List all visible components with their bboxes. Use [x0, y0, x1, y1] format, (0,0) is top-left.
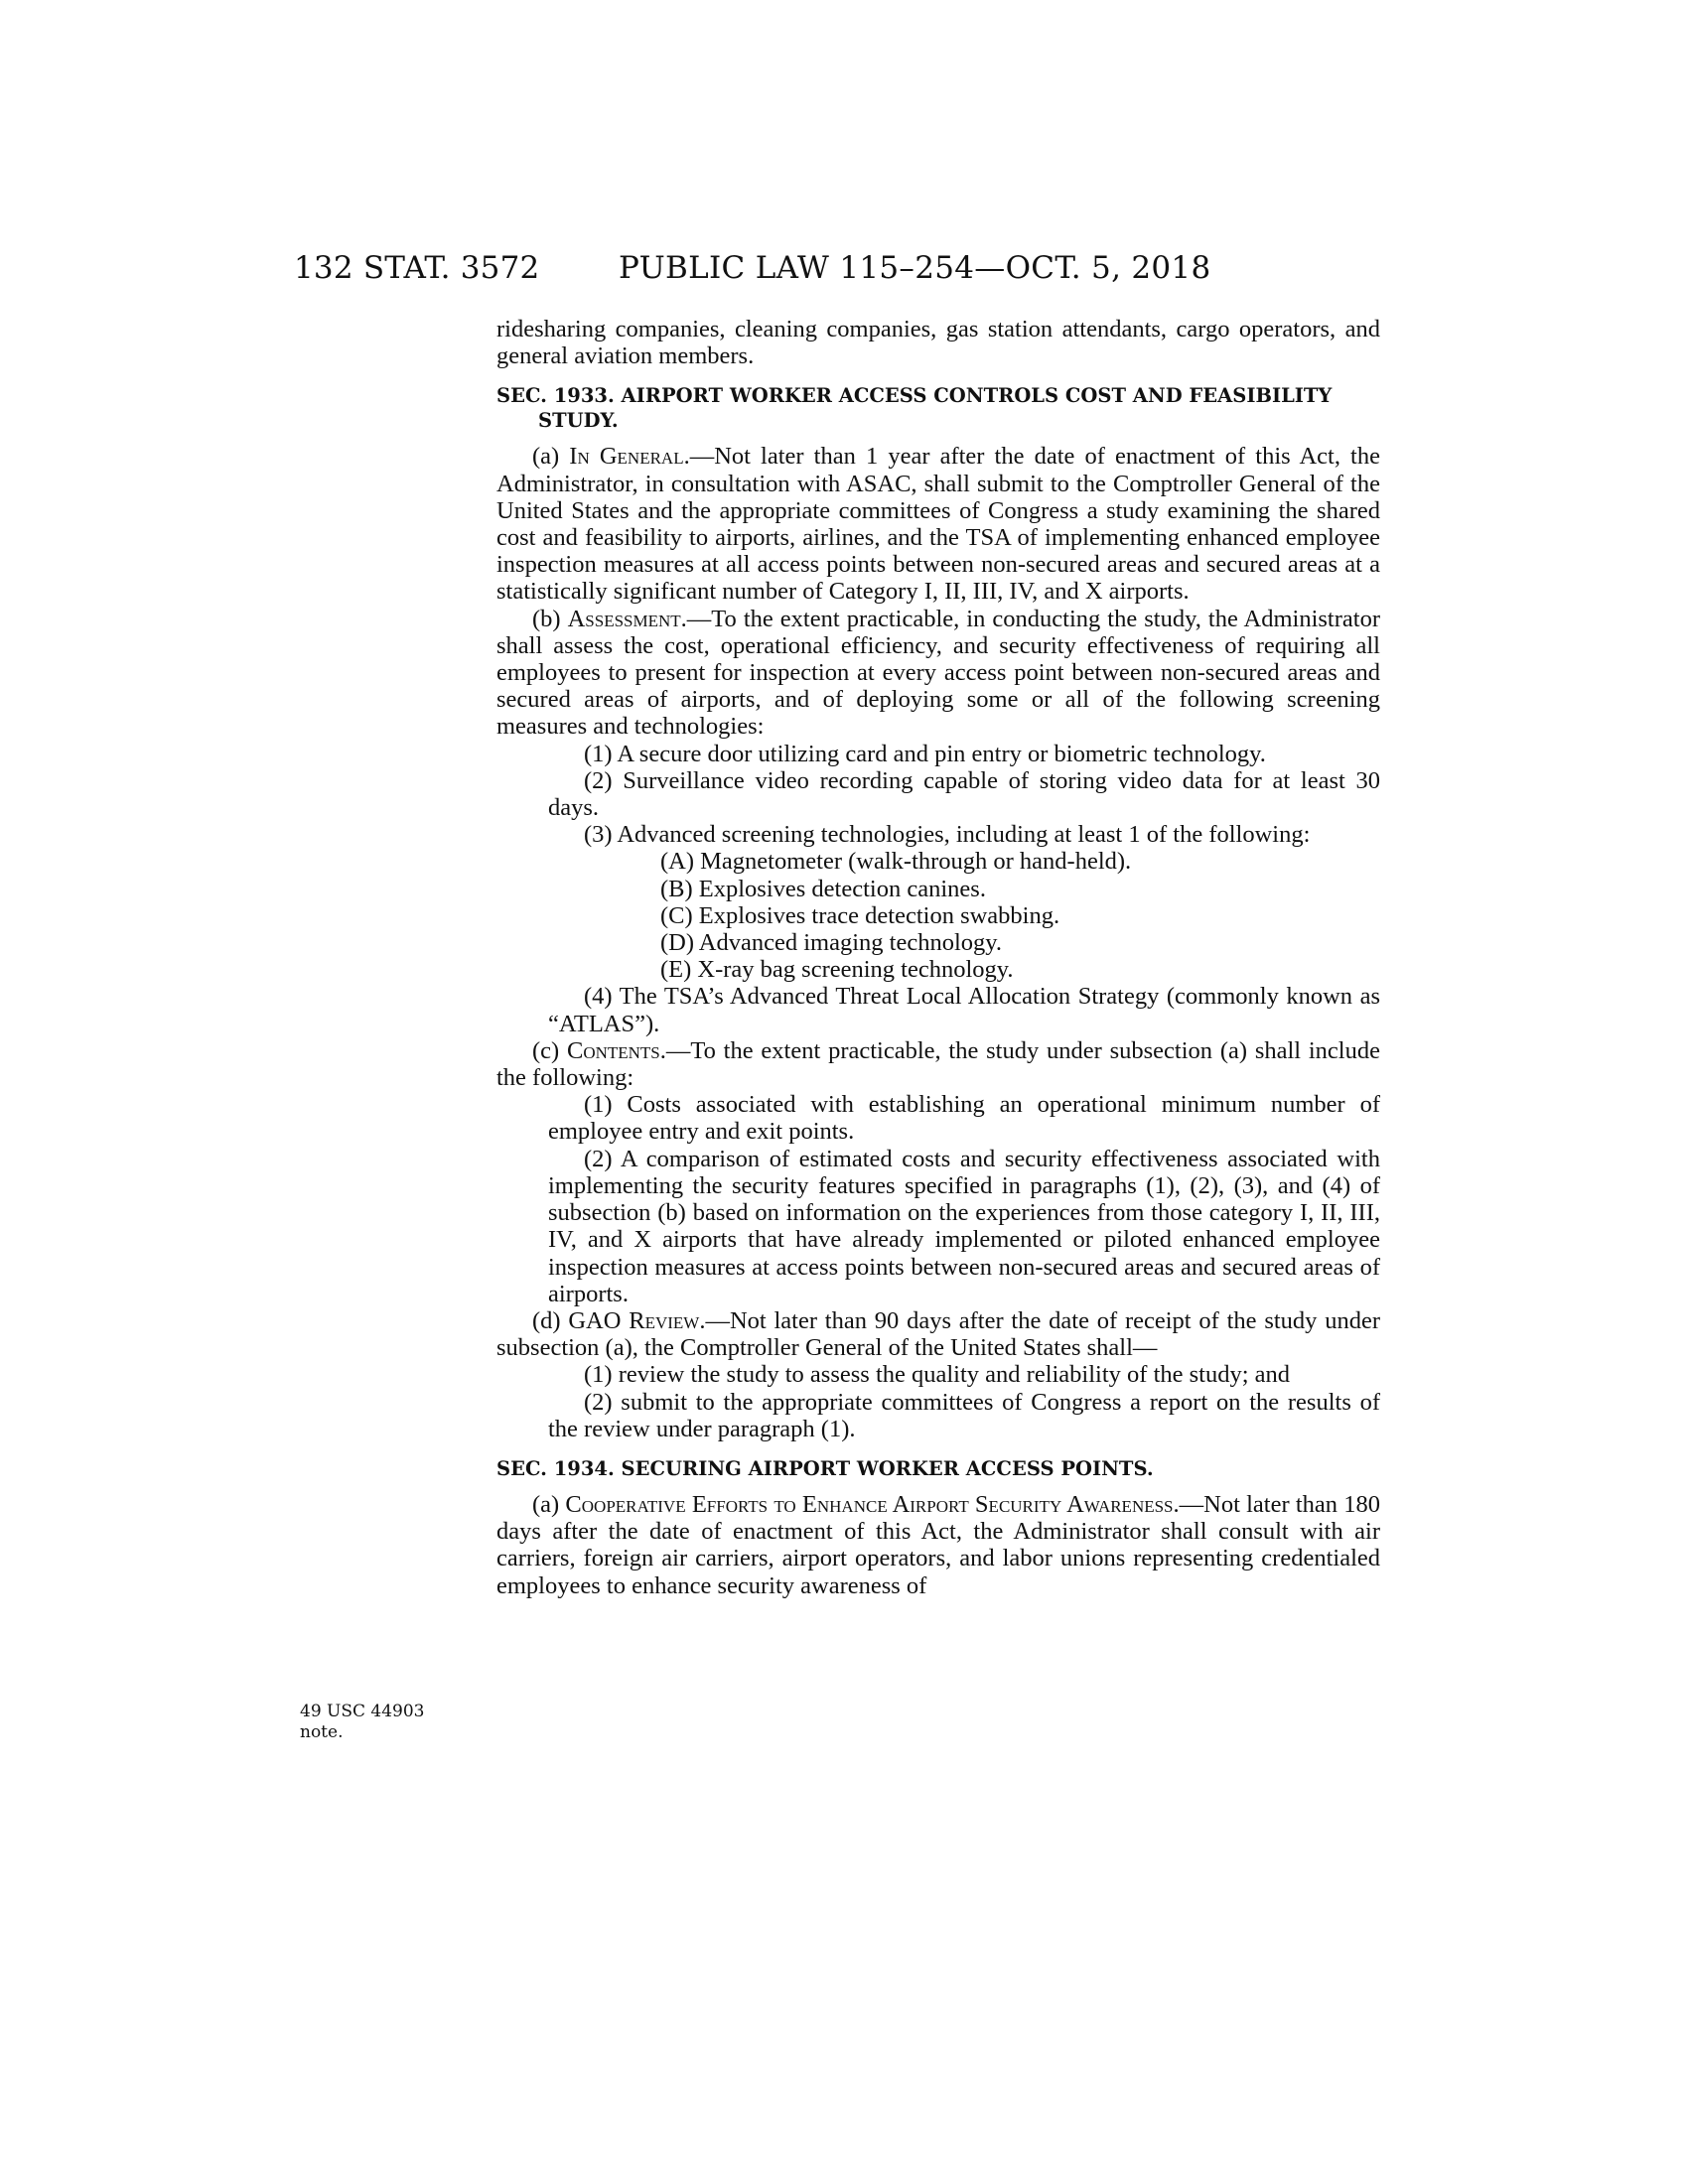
- subsection-a-in-general: [496, 443, 1380, 605]
- section-1933-heading: SEC. 1933. AIRPORT WORKER ACCESS CONTROLS COST AND FEASIBILITY STUDY.: [496, 384, 1333, 433]
- subsection-a-cooperative-efforts: [496, 1491, 1380, 1599]
- subparagraph-b3d: (D) Advanced imaging technology.: [660, 929, 1003, 957]
- paragraph-c1: (1) Costs associated with establishing an operational minimum number of employee entry and exit points.: [548, 1091, 1380, 1146]
- subsection-heading: Assessment: [567, 605, 681, 632]
- margin-note-citation: 49 USC 44903: [300, 1702, 425, 1721]
- subsection-label: (c): [532, 1036, 567, 1064]
- subparagraph-b3e: (E) X-ray bag screening technology.: [660, 956, 1014, 984]
- subsection-heading: Contents: [566, 1036, 660, 1064]
- subsection-text: .—Not later than 1 year after the date of enactment of this Act, the Administrator, in consultation with ASAC, shall submit to the Comptroller General of the United States and the appropriate committees of Congress a study examining the shared cost and feasibility to airports, airlines, and the TSA of implementing enhanced employee inspection measures at all access points between non-secured areas and secured areas at a statistically significant number of Category I, II, III, IV, and X airports.: [496, 443, 1380, 606]
- subsection-heading: Cooperative Efforts to Enhance Airport Security Awareness: [565, 1490, 1174, 1518]
- paragraph-b1: (1) A secure door utilizing card and pin entry or biometric technology.: [584, 740, 1266, 767]
- subparagraph-b3c: (C) Explosives trace detection swabbing.: [660, 901, 1060, 929]
- subsection-heading: In General: [569, 443, 684, 471]
- margin-note: [300, 1702, 449, 1743]
- statute-page-reference: 132 STAT. 3572: [294, 250, 540, 286]
- subsection-text: .—Not later than 90 days after the date of receipt of the study under subsection (a), the Comptroller General of the United States shall—: [496, 1306, 1380, 1362]
- subsection-label: (d) GAO: [532, 1306, 630, 1334]
- paragraph-b2: (2) Surveillance video recording capable of storing video data for at least 30 days.: [548, 766, 1380, 822]
- paragraph-d1: (1) review the study to assess the quality and reliability of the study; and: [584, 1361, 1291, 1389]
- subsection-b-assessment: [496, 606, 1380, 741]
- document-body: [496, 316, 1380, 1599]
- subparagraph-b3b: (B) Explosives detection canines.: [660, 875, 986, 902]
- subsection-label: (a): [532, 1490, 566, 1518]
- subsection-heading: Review: [629, 1306, 700, 1334]
- paragraph-b3: (3) Advanced screening technologies, including at least 1 of the following:: [584, 821, 1311, 849]
- paragraph-b4: (4) The TSA’s Advanced Threat Local Allocation Strategy (commonly known as “ATLAS”).: [548, 983, 1380, 1037]
- paragraph-c2: (2) A comparison of estimated costs and security effectiveness associated with implementing the security features specified in paragraphs (1), (2), (3), and (4) of subsection (b) based on information on the experiences from those category I, II, III, IV, and X airports that have already implemented or piloted enhanced employee inspection measures at access points between non-secured areas and secured areas of airports.: [548, 1145, 1380, 1307]
- margin-note-label: note.: [300, 1722, 344, 1742]
- subsection-text: .—To the extent practicable, the study under subsection (a) shall include the following:: [496, 1036, 1380, 1092]
- subsection-c-contents: [496, 1037, 1380, 1091]
- carryover-paragraph: ridesharing companies, cleaning companies, gas station attendants, cargo operators, and general aviation members.: [496, 316, 1380, 370]
- subsection-label: (b): [532, 605, 568, 632]
- subsection-text: .—Not later than 180 days after the date of enactment of this Act, the Administrator shall consult with air carriers, foreign air carriers, airport operators, and labor unions representing credentialed employees to enhance security awareness of: [496, 1490, 1381, 1599]
- subsection-d-gao-review: [496, 1307, 1380, 1361]
- subsection-text: .—To the extent practicable, in conducting the study, the Administrator shall assess the cost, operational efficiency, and security effectiveness of requiring all employees to present for inspection at every access point between non-secured areas and secured areas of airports, and of deploying some or all of the following screening measures and technologies:: [496, 605, 1380, 741]
- section-1934-heading: SEC. 1934. SECURING AIRPORT WORKER ACCESS POINTS.: [496, 1456, 1154, 1480]
- subparagraph-b3a: (A) Magnetometer (walk-through or hand-held).: [660, 848, 1132, 876]
- public-law-title: PUBLIC LAW 115–254—OCT. 5, 2018: [619, 250, 1211, 286]
- paragraph-d2: (2) submit to the appropriate committees of Congress a report on the results of the review under paragraph (1).: [548, 1388, 1380, 1442]
- page-header: [294, 250, 1376, 290]
- subsection-label: (a): [532, 443, 570, 471]
